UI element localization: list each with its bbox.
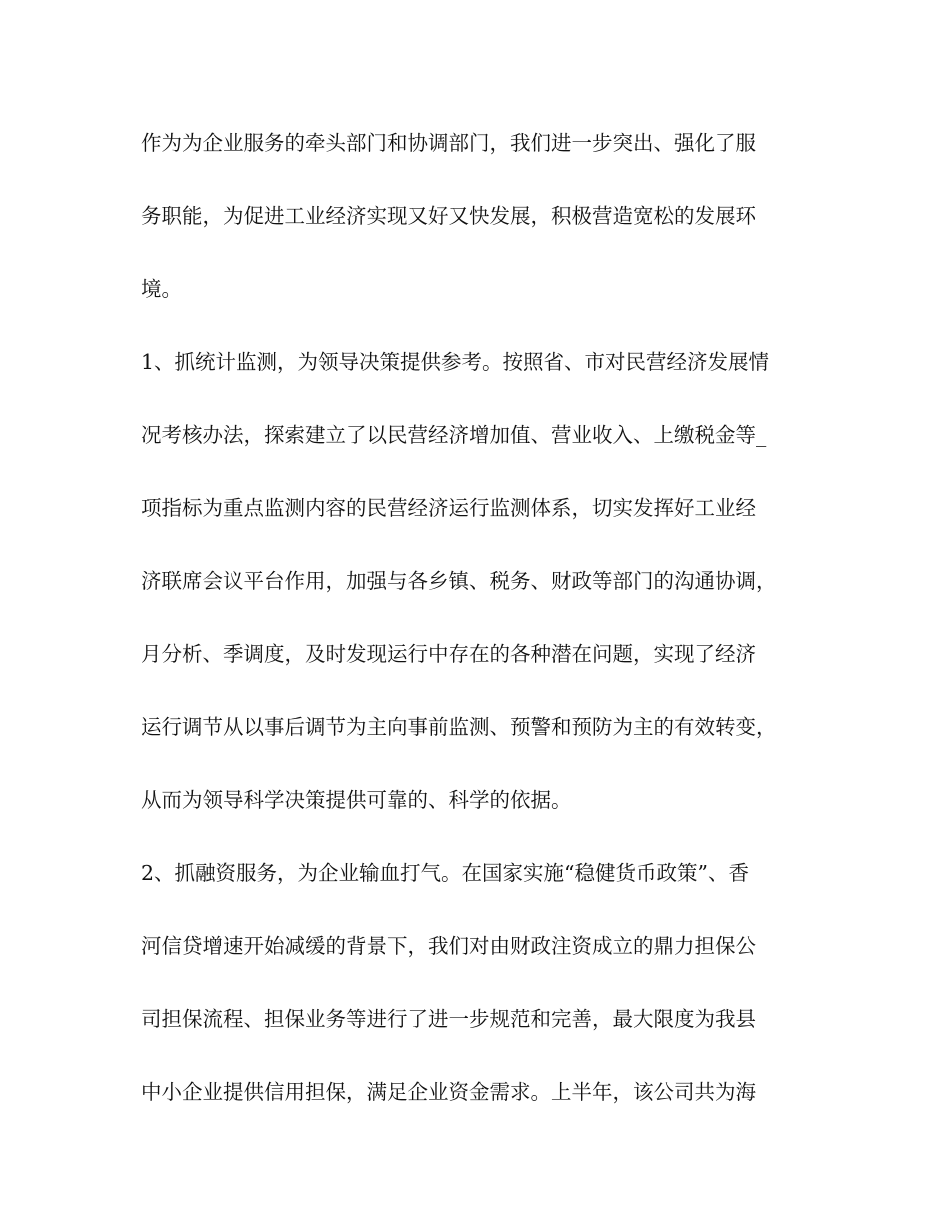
paragraph-line: 河信贷增速开始减缓的背景下，我们对由财政注资成立的鼎力担保公	[141, 934, 756, 958]
paragraph-line: 从而为领导科学决策提供可靠的、科学的依据。	[141, 788, 572, 812]
paragraph-line: 项指标为重点监测内容的民营经济运行监测体系，切实发挥好工业经	[141, 496, 756, 520]
paragraph-line: 中小企业提供信用担保，满足企业资金需求。上半年，该公司共为海	[141, 1080, 756, 1104]
paragraph-line: 1、抓统计监测，为领导决策提供参考。按照省、市对民营经济发展情	[141, 350, 770, 374]
paragraph-line: 2、抓融资服务，为企业输血打气。在国家实施“稳健货币政策”、香	[141, 861, 750, 885]
paragraph-line: 司担保流程、担保业务等进行了进一步规范和完善，最大限度为我县	[141, 1007, 756, 1031]
paragraph-line: 况考核办法，探索建立了以民营经济增加值、营业收入、上缴税金等_	[141, 423, 767, 447]
paragraph-line: 运行调节从以事后调节为主向事前监测、预警和预防为主的有效转变，	[141, 715, 777, 739]
paragraph-line: 务职能，为促进工业经济实现又好又快发展，积极营造宽松的发展环	[141, 204, 756, 228]
paragraph-line: 境。	[141, 277, 182, 301]
paragraph-line: 济联席会议平台作用，加强与各乡镇、税务、财政等部门的沟通协调，	[141, 569, 777, 593]
paragraph-line: 作为为企业服务的牵头部门和协调部门，我们进一步突出、强化了服	[141, 131, 756, 155]
paragraph-line: 月分析、季调度，及时发现运行中存在的各种潜在问题，实现了经济	[141, 642, 756, 666]
